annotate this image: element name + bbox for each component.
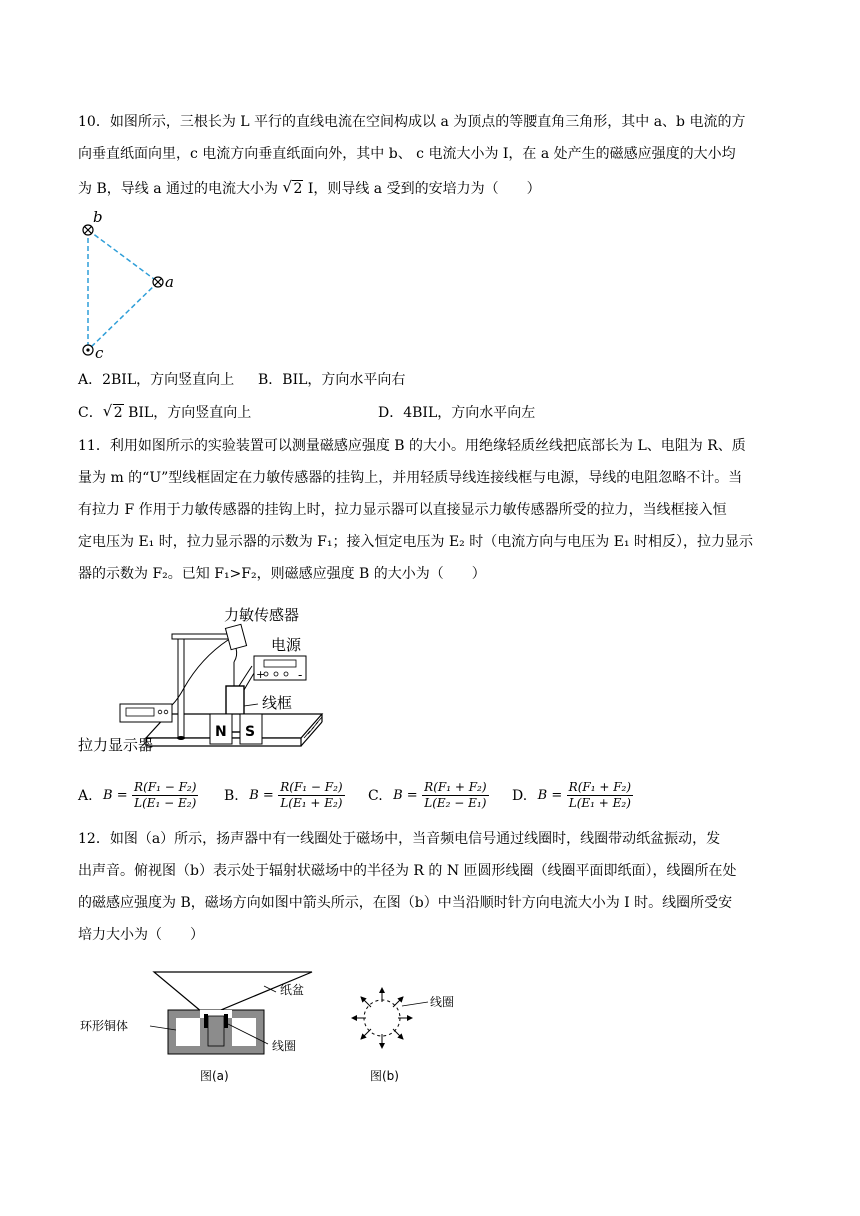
caption-a: 图(a)	[200, 1069, 229, 1083]
label-b: b	[93, 208, 103, 226]
q12-line-2: 出声音。俯视图（b）表示处于辐射状磁场中的半径为 R 的 N 匝圆形线圈（线圈平面即纸面），线圈所在处	[78, 863, 737, 879]
q12-line-1: 12．如图（a）所示，扬声器中有一线圈处于磁场中，当音频电信号通过线圈时，线圈带动纸盆振动，发	[78, 831, 721, 847]
caption-b: 图(b)	[370, 1069, 399, 1083]
q11-option-d: D. B = $\frac{\text{R(F₁ + F₂)}}{\text{L(E₁ + E₂)}}$	[512, 780, 632, 810]
force-display-icon	[120, 704, 172, 722]
copper-ring-label: 环形铜体	[80, 1019, 129, 1033]
q11-line-4: 定电压为 E₁ 时，拉力显示器的示数为 F₁；接入恒定电压为 E₂ 时（电流方向与电压为 E₁ 时相反），拉力显示	[78, 534, 753, 550]
q11-line-5: 器的示数为 F₂。已知 F₁>F₂，则磁感应强度 B 的大小为（ ）	[78, 566, 486, 582]
coil-label-a: 线圈	[272, 1039, 297, 1053]
q10-line-3b: I，则导线 a 受到的安培力为（ ）	[307, 181, 541, 197]
q10-line-3a: 为 B，导线 a 通过的电流大小为	[78, 181, 278, 197]
q11-option-c: C. B = $\frac{\text{R(F₁ + F₂)}}{\text{L(E₂ − E₁)}}$	[368, 780, 487, 810]
magnet-s-label: S	[245, 724, 256, 740]
coil-figure-b	[336, 978, 476, 1090]
q11-option-a: A. B = $\frac{\text{R(F₁ − F₂)}}{\text{L(E₁ − E₂)}}$	[78, 780, 197, 810]
apparatus-figure	[76, 598, 346, 773]
cone-label: 纸盆	[280, 983, 305, 997]
label-c: c	[95, 344, 104, 362]
sensor-label: 力敏传感器	[224, 606, 300, 624]
q12-line-4: 培力大小为（ ）	[78, 927, 204, 943]
q10-line-1: 10．如图所示，三根长为 L 平行的直线电流在空间构成以 a 为顶点的等腰直角三角形，其中 a、b 电流的方	[78, 114, 746, 130]
coil-label-b: 线圈	[430, 995, 455, 1009]
current-in-b-icon	[83, 225, 93, 235]
radial-field-arrows	[352, 988, 412, 1048]
q12-line-3: 的磁感应强度为 B，磁场方向如图中箭头所示，在图（b）中当沿顺时针方向电流大小为 I 时。线圈所受安	[78, 895, 733, 911]
q11-line-2: 量为 m 的“U”型线框固定在力敏传感器的挂钩上，并用轻质导线连接线框与电源，导线的电阻忽略不计。当	[78, 470, 743, 486]
q11-option-b: B. B = $\frac{\text{R(F₁ − F₂)}}{\text{L(E₁ + E₂)}}$	[224, 780, 343, 810]
q10-line-2: 向垂直纸面向里，c 电流方向垂直纸面向外，其中 b、 c 电流大小为 I，在 a 处产生的磁感应强度的大小均	[78, 146, 736, 162]
power-label: 电源	[271, 636, 302, 654]
q10-option-d: D．4BIL，方向水平向左	[378, 405, 536, 421]
display-label: 拉力显示器	[78, 736, 154, 754]
sqrt-two: √ 2	[282, 178, 303, 197]
label-a: a	[165, 273, 174, 291]
q10-option-b: B．BIL，方向水平向右	[258, 372, 406, 388]
power-minus-label: -	[298, 668, 303, 682]
power-plus-label: +	[256, 668, 266, 681]
q10-option-c: C． √ 2 BIL，方向竖直向上	[78, 402, 252, 421]
speaker-figure-a	[76, 964, 326, 1089]
q11-line-3: 有拉力 F 作用于力敏传感器的挂钩上时，拉力显示器可以直接显示力敏传感器所受的拉力，当线框接入恒	[78, 502, 727, 518]
q10-option-a: A．2BIL，方向竖直向上	[78, 372, 235, 388]
q11-line-1: 11．利用如图所示的实验装置可以测量磁感应强度 B 的大小。用绝缘轻质丝线把底部长为 L、电阻为 R、质	[78, 438, 746, 454]
triangle-figure	[72, 206, 192, 366]
current-in-a-icon	[153, 277, 163, 287]
current-out-c-icon	[83, 345, 93, 355]
magnet-n-label: N	[215, 724, 227, 740]
frame-label: 线框	[262, 694, 293, 712]
q10-line-3	[78, 179, 541, 199]
